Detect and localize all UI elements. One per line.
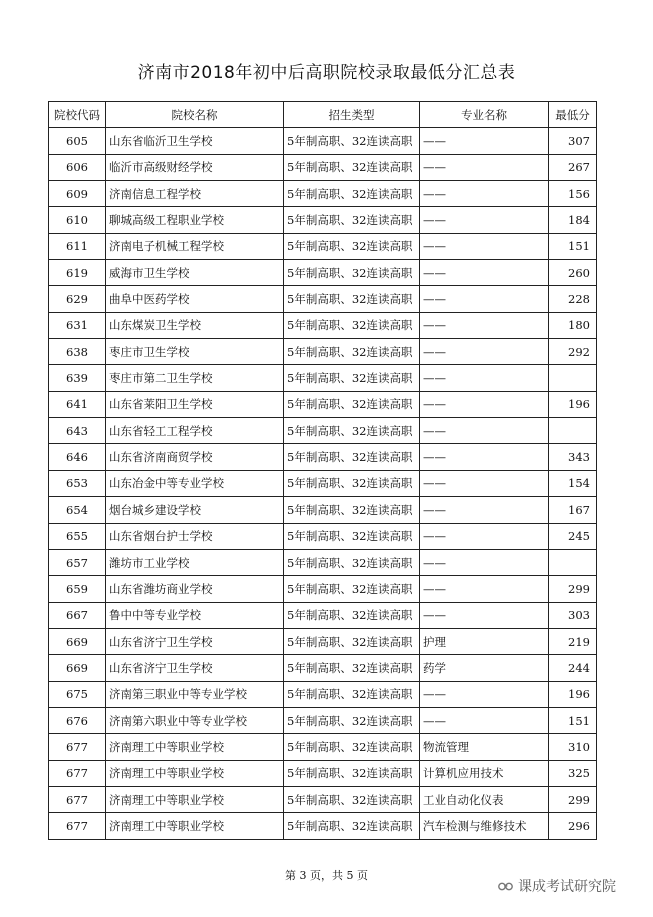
cell-school-name: 山东省莱阳卫生学校 [106, 391, 284, 417]
table-row [49, 760, 597, 786]
cell-school-code: 606 [49, 154, 106, 180]
cell-major-name: 护理 [420, 628, 549, 654]
cell-enrollment-type: 5年制高职、32连读高职 [284, 391, 420, 417]
table-body [49, 128, 597, 839]
cell-school-code: 631 [49, 312, 106, 338]
cell-enrollment-type: 5年制高职、32连读高职 [284, 207, 420, 233]
cell-min-score: 196 [549, 681, 597, 707]
table-row [49, 576, 597, 602]
cell-school-code: 639 [49, 365, 106, 391]
header-enrollment-type: 招生类型 [284, 102, 420, 128]
table-row [49, 207, 597, 233]
cell-major-name: —— [420, 128, 549, 154]
table-row [49, 813, 597, 839]
cell-enrollment-type: 5年制高职、32连读高职 [284, 734, 420, 760]
cell-major-name: 药学 [420, 655, 549, 681]
cell-major-name: —— [420, 549, 549, 575]
cell-school-name: 聊城高级工程职业学校 [106, 207, 284, 233]
cell-enrollment-type: 5年制高职、32连读高职 [284, 286, 420, 312]
cell-school-name: 枣庄市卫生学校 [106, 339, 284, 365]
table-row [49, 497, 597, 523]
table-row [49, 365, 597, 391]
table-row [49, 233, 597, 259]
cell-major-name: 计算机应用技术 [420, 760, 549, 786]
cell-enrollment-type: 5年制高职、32连读高职 [284, 128, 420, 154]
cell-major-name: —— [420, 444, 549, 470]
table-row [49, 707, 597, 733]
table-row [49, 470, 597, 496]
table-row [49, 655, 597, 681]
cell-major-name: 物流管理 [420, 734, 549, 760]
cell-min-score [549, 418, 597, 444]
cell-school-code: 629 [49, 286, 106, 312]
cell-major-name: —— [420, 391, 549, 417]
cell-min-score: 310 [549, 734, 597, 760]
cell-min-score: 156 [549, 181, 597, 207]
cell-school-name: 济南信息工程学校 [106, 181, 284, 207]
cell-min-score: 154 [549, 470, 597, 496]
cell-enrollment-type: 5年制高职、32连读高职 [284, 470, 420, 496]
cell-enrollment-type: 5年制高职、32连读高职 [284, 786, 420, 812]
cell-min-score: 299 [549, 786, 597, 812]
cell-school-code: 675 [49, 681, 106, 707]
cell-school-code: 677 [49, 760, 106, 786]
cell-min-score: 219 [549, 628, 597, 654]
cell-enrollment-type: 5年制高职、32连读高职 [284, 523, 420, 549]
cell-school-code: 654 [49, 497, 106, 523]
table-row [49, 444, 597, 470]
table-row [49, 181, 597, 207]
cell-major-name: —— [420, 602, 549, 628]
wechat-channel-icon [498, 880, 514, 893]
watermark-text: 课成考试研究院 [518, 879, 616, 895]
cell-major-name: —— [420, 207, 549, 233]
cell-school-code: 638 [49, 339, 106, 365]
cell-school-code: 655 [49, 523, 106, 549]
cell-school-code: 605 [49, 128, 106, 154]
header-min-score: 最低分 [549, 102, 597, 128]
cell-enrollment-type: 5年制高职、32连读高职 [284, 339, 420, 365]
table-row [49, 602, 597, 628]
cell-school-code: 667 [49, 602, 106, 628]
cell-school-name: 鲁中中等专业学校 [106, 602, 284, 628]
cell-school-name: 济南理工中等职业学校 [106, 760, 284, 786]
cell-min-score: 184 [549, 207, 597, 233]
cell-school-code: 657 [49, 549, 106, 575]
cell-school-code: 659 [49, 576, 106, 602]
cell-school-name: 济南理工中等职业学校 [106, 734, 284, 760]
table-row [49, 628, 597, 654]
cell-major-name: —— [420, 260, 549, 286]
cell-min-score: 296 [549, 813, 597, 839]
cell-enrollment-type: 5年制高职、32连读高职 [284, 444, 420, 470]
table-row [49, 681, 597, 707]
cell-enrollment-type: 5年制高职、32连读高职 [284, 549, 420, 575]
cell-school-name: 济南第六职业中等专业学校 [106, 707, 284, 733]
cell-school-code: 676 [49, 707, 106, 733]
admission-score-table [48, 101, 597, 840]
cell-min-score: 299 [549, 576, 597, 602]
cell-major-name: —— [420, 470, 549, 496]
cell-major-name: —— [420, 365, 549, 391]
cell-school-name: 济南理工中等职业学校 [106, 813, 284, 839]
cell-enrollment-type: 5年制高职、32连读高职 [284, 628, 420, 654]
cell-min-score: 167 [549, 497, 597, 523]
cell-major-name: 汽车检测与维修技术 [420, 813, 549, 839]
cell-enrollment-type: 5年制高职、32连读高职 [284, 602, 420, 628]
header-school-code: 院校代码 [49, 102, 106, 128]
cell-enrollment-type: 5年制高职、32连读高职 [284, 681, 420, 707]
cell-enrollment-type: 5年制高职、32连读高职 [284, 707, 420, 733]
cell-min-score: 343 [549, 444, 597, 470]
cell-enrollment-type: 5年制高职、32连读高职 [284, 760, 420, 786]
page-title: 济南市2018年初中后高职院校录取最低分汇总表 [137, 63, 516, 83]
cell-school-name: 山东省济宁卫生学校 [106, 655, 284, 681]
table-row [49, 260, 597, 286]
cell-enrollment-type: 5年制高职、32连读高职 [284, 576, 420, 602]
cell-major-name: —— [420, 181, 549, 207]
cell-school-name: 威海市卫生学校 [106, 260, 284, 286]
cell-major-name: 工业自动化仪表 [420, 786, 549, 812]
cell-school-name: 临沂市高级财经学校 [106, 154, 284, 180]
table-row [49, 549, 597, 575]
table-row [49, 418, 597, 444]
cell-school-code: 653 [49, 470, 106, 496]
cell-school-code: 646 [49, 444, 106, 470]
cell-min-score: 325 [549, 760, 597, 786]
cell-enrollment-type: 5年制高职、32连读高职 [284, 655, 420, 681]
table-row [49, 154, 597, 180]
cell-school-code: 677 [49, 786, 106, 812]
cell-school-name: 山东省临沂卫生学校 [106, 128, 284, 154]
cell-school-code: 669 [49, 628, 106, 654]
cell-school-name: 山东省潍坊商业学校 [106, 576, 284, 602]
cell-min-score [549, 549, 597, 575]
header-school-name: 院校名称 [106, 102, 284, 128]
cell-school-code: 619 [49, 260, 106, 286]
cell-school-name: 枣庄市第二卫生学校 [106, 365, 284, 391]
cell-school-name: 烟台城乡建设学校 [106, 497, 284, 523]
cell-major-name: —— [420, 286, 549, 312]
cell-min-score: 151 [549, 707, 597, 733]
cell-school-name: 山东冶金中等专业学校 [106, 470, 284, 496]
cell-school-name: 潍坊市工业学校 [106, 549, 284, 575]
cell-major-name: —— [420, 418, 549, 444]
cell-min-score: 260 [549, 260, 597, 286]
cell-min-score: 303 [549, 602, 597, 628]
cell-enrollment-type: 5年制高职、32连读高职 [284, 365, 420, 391]
cell-school-name: 山东省轻工工程学校 [106, 418, 284, 444]
table-row [49, 339, 597, 365]
cell-major-name: —— [420, 681, 549, 707]
cell-school-code: 677 [49, 734, 106, 760]
cell-min-score: 244 [549, 655, 597, 681]
cell-school-code: 609 [49, 181, 106, 207]
cell-major-name: —— [420, 154, 549, 180]
table-row [49, 786, 597, 812]
cell-major-name: —— [420, 576, 549, 602]
cell-min-score: 151 [549, 233, 597, 259]
cell-school-code: 610 [49, 207, 106, 233]
cell-school-code: 677 [49, 813, 106, 839]
cell-school-name: 济南理工中等职业学校 [106, 786, 284, 812]
page-number-footer: 第 3 页，共 5 页 [285, 869, 368, 882]
cell-school-code: 611 [49, 233, 106, 259]
cell-enrollment-type: 5年制高职、32连读高职 [284, 260, 420, 286]
cell-min-score: 180 [549, 312, 597, 338]
cell-school-name: 济南电子机械工程学校 [106, 233, 284, 259]
cell-school-code: 641 [49, 391, 106, 417]
cell-major-name: —— [420, 523, 549, 549]
table-row [49, 128, 597, 154]
cell-enrollment-type: 5年制高职、32连读高职 [284, 233, 420, 259]
table-row [49, 523, 597, 549]
cell-school-name: 济南第三职业中等专业学校 [106, 681, 284, 707]
cell-school-name: 山东省济宁卫生学校 [106, 628, 284, 654]
source-watermark [498, 876, 616, 896]
cell-enrollment-type: 5年制高职、32连读高职 [284, 418, 420, 444]
cell-major-name: —— [420, 312, 549, 338]
cell-enrollment-type: 5年制高职、32连读高职 [284, 497, 420, 523]
cell-enrollment-type: 5年制高职、32连读高职 [284, 181, 420, 207]
cell-min-score: 245 [549, 523, 597, 549]
cell-school-code: 669 [49, 655, 106, 681]
cell-min-score: 196 [549, 391, 597, 417]
cell-enrollment-type: 5年制高职、32连读高职 [284, 154, 420, 180]
table-row [49, 286, 597, 312]
cell-min-score: 228 [549, 286, 597, 312]
table-row [49, 391, 597, 417]
cell-major-name: —— [420, 497, 549, 523]
cell-major-name: —— [420, 707, 549, 733]
table-header-row [49, 102, 597, 128]
cell-school-name: 曲阜中医药学校 [106, 286, 284, 312]
table-row [49, 734, 597, 760]
header-major-name: 专业名称 [420, 102, 549, 128]
cell-enrollment-type: 5年制高职、32连读高职 [284, 813, 420, 839]
cell-school-name: 山东煤炭卫生学校 [106, 312, 284, 338]
cell-min-score: 292 [549, 339, 597, 365]
cell-min-score: 307 [549, 128, 597, 154]
cell-min-score: 267 [549, 154, 597, 180]
cell-school-name: 山东省济南商贸学校 [106, 444, 284, 470]
cell-min-score [549, 365, 597, 391]
table-row [49, 312, 597, 338]
cell-major-name: —— [420, 233, 549, 259]
cell-enrollment-type: 5年制高职、32连读高职 [284, 312, 420, 338]
cell-school-code: 643 [49, 418, 106, 444]
cell-school-name: 山东省烟台护士学校 [106, 523, 284, 549]
cell-major-name: —— [420, 339, 549, 365]
